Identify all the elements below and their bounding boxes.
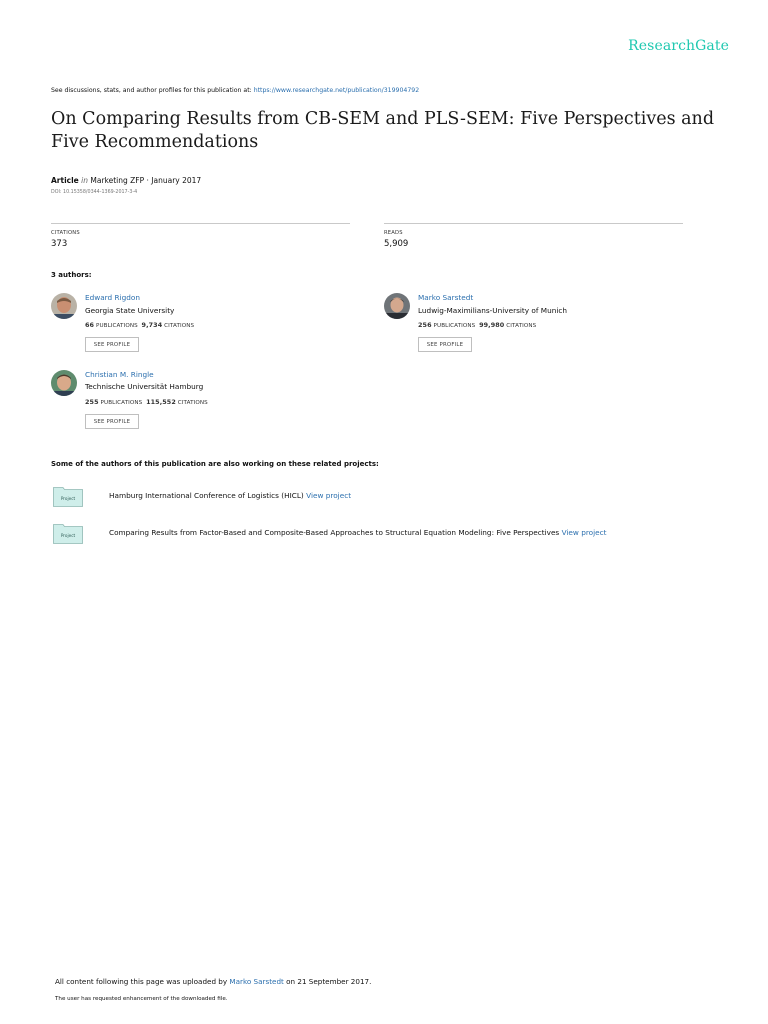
author-citations-label: CITATIONS (177, 400, 208, 406)
author-citations-count: 99,980 (479, 321, 505, 329)
author-publications-label: PUBLICATIONS (100, 400, 143, 406)
in-word: in (81, 176, 88, 185)
upload-suffix: on 21 September 2017. (283, 977, 372, 986)
project-icon-label: Project (60, 496, 76, 501)
author-name[interactable]: Christian M. Ringle (85, 370, 154, 379)
article-meta (51, 176, 201, 185)
citations-value: 373 (51, 239, 68, 249)
related-projects-heading: Some of the authors of this publication are also working on these related projects: (51, 460, 379, 468)
author-citations-count: 9,734 (141, 321, 163, 329)
author-publications-count: 256 (418, 321, 432, 329)
project-icon-label: Project (60, 533, 76, 538)
project-title: Hamburg International Conference of Logistics (HICL) (109, 491, 307, 500)
author-publications-count: 66 (85, 321, 95, 329)
author-stats (85, 398, 208, 406)
reads-divider (384, 223, 683, 224)
researchgate-logo[interactable]: ResearchGate (628, 38, 729, 54)
publication-url-link[interactable]: https://www.researchgate.net/publication/319904792 (253, 87, 420, 94)
author-publications-label: PUBLICATIONS (433, 323, 476, 329)
citations-divider (51, 223, 350, 224)
upload-note (55, 977, 371, 986)
author-name[interactable]: Edward Rigdon (85, 293, 140, 302)
author-institution: Ludwig-Maximilians-University of Munich (418, 306, 567, 315)
discussion-note (51, 87, 419, 94)
author-publications-label: PUBLICATIONS (95, 323, 138, 329)
see-profile-button[interactable]: SEE PROFILE (85, 337, 139, 352)
reads-value: 5,909 (384, 239, 409, 249)
author-citations-count: 115,552 (146, 398, 176, 406)
project-folder-icon (53, 486, 83, 507)
avatar[interactable] (51, 370, 77, 396)
author-name[interactable]: Marko Sarstedt (418, 293, 474, 302)
project-item (109, 491, 351, 500)
view-project-link[interactable]: View project (306, 491, 352, 500)
avatar[interactable] (384, 293, 410, 319)
doi: DOI: 10.15358/0344-1369-2017-3-4 (51, 190, 138, 195)
discussion-text: See discussions, stats, and author profiles for this publication at: (51, 87, 254, 94)
see-profile-button[interactable]: SEE PROFILE (85, 414, 139, 429)
publication-date: · January 2017 (144, 176, 202, 185)
author-stats (85, 321, 194, 329)
enhancement-note: The user has requested enhancement of the downloaded file. (55, 996, 228, 1002)
project-folder-icon (53, 523, 83, 544)
author-citations-label: CITATIONS (506, 323, 537, 329)
see-profile-button[interactable]: SEE PROFILE (418, 337, 472, 352)
author-stats (418, 321, 536, 329)
project-item (109, 528, 607, 537)
author-citations-label: CITATIONS (164, 323, 195, 329)
article-type: Article (51, 176, 79, 185)
avatar[interactable] (51, 293, 77, 319)
upload-prefix: All content following this page was uploaded by (55, 977, 230, 986)
author-institution: Technische Universität Hamburg (85, 382, 204, 391)
project-title: Comparing Results from Factor-Based and Composite-Based Approaches to Structural Equation Modeling: Five Perspectives (109, 528, 562, 537)
author-publications-count: 255 (85, 398, 99, 406)
citations-label: CITATIONS (51, 230, 80, 236)
reads-label: READS (384, 230, 403, 236)
authors-heading: 3 authors: (51, 271, 92, 279)
author-institution: Georgia State University (85, 306, 175, 315)
uploader-link[interactable]: Marko Sarstedt (229, 977, 284, 986)
paper-title: On Comparing Results from CB-SEM and PLS-SEM: Five Perspectives and Five Recommendations (51, 109, 715, 152)
view-project-link[interactable]: View project (561, 528, 607, 537)
journal-name[interactable]: Marketing ZFP (90, 176, 145, 185)
